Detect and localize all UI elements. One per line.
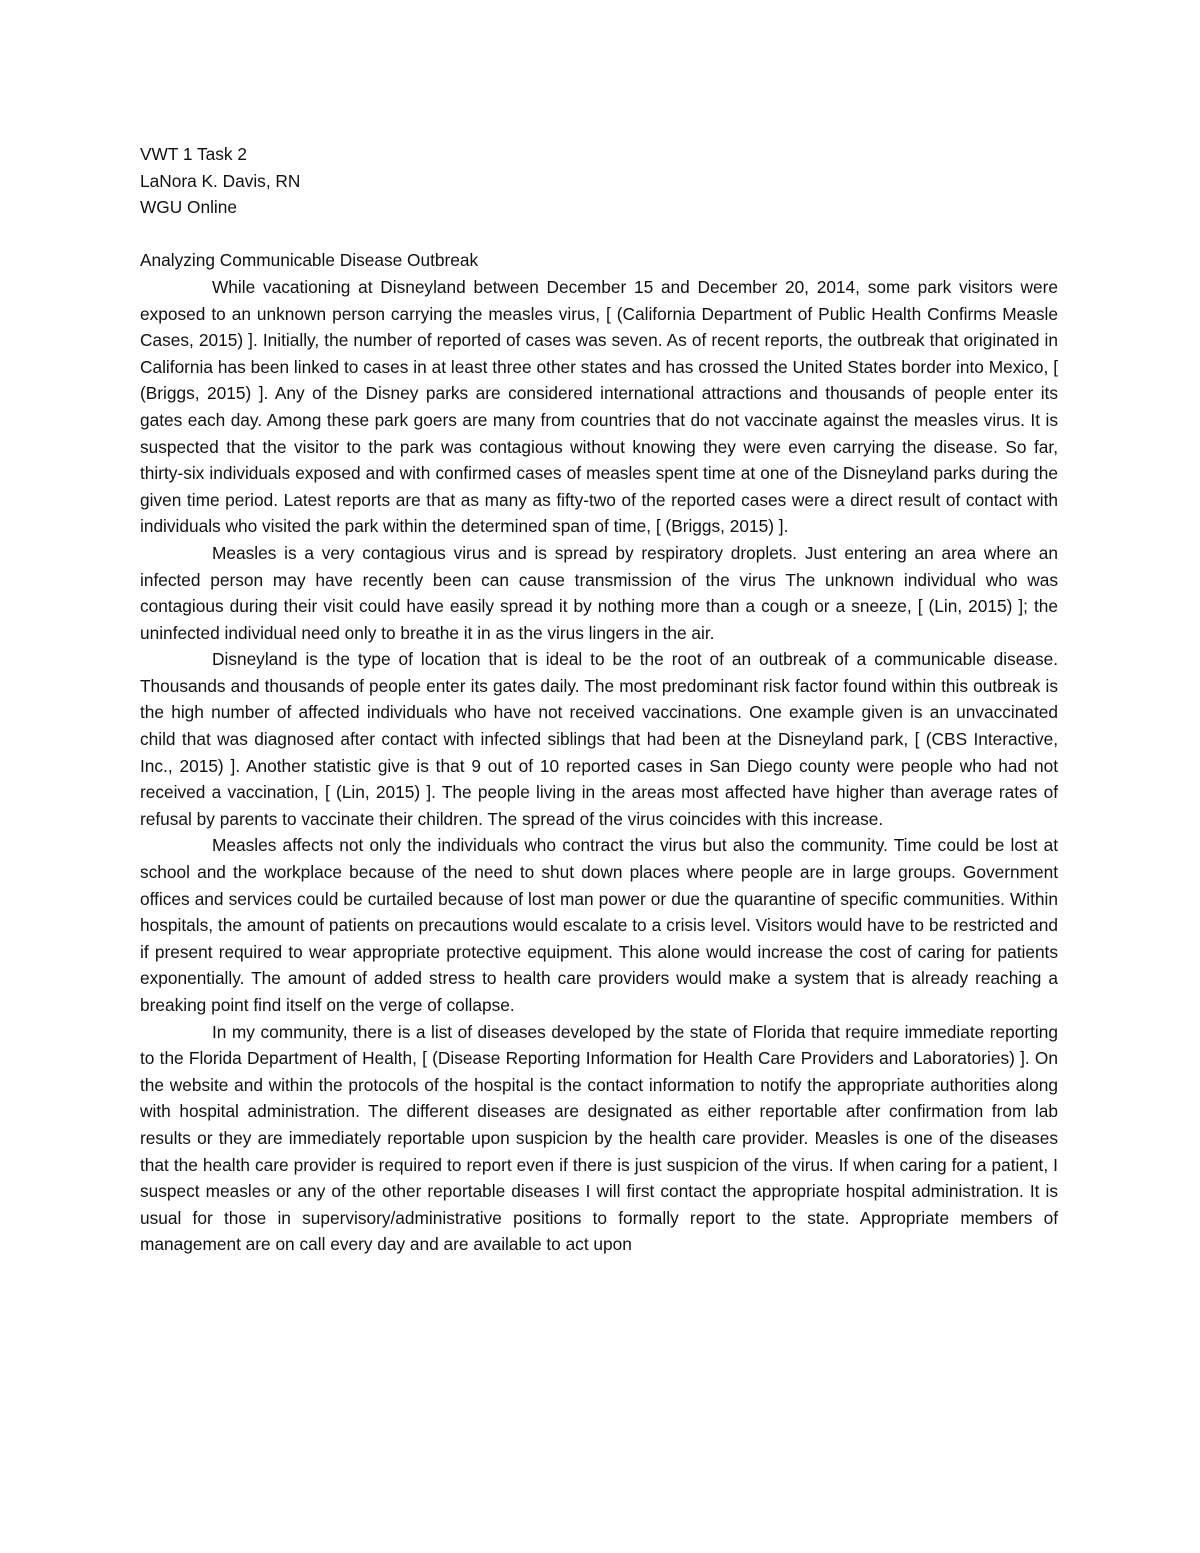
author-line: LaNora K. Davis, RN	[140, 170, 301, 191]
paragraph: In my community, there is a list of diseases developed by the state of Florida that require immediate reporting to the Florida Department of Health, [ (Disease Reporting Information for Health Care Providers and Laboratories) ]. On the website and within the protocols of the hospital is the contact information to notify the appropriate authorities along with hospital administration. The different diseases are designated as either reportable after confirmation from lab results or they are immediately reportable upon suspicion by the health care provider. Measles is one of the diseases that the health care provider is required to report even if there is just suspicion of the virus. If when caring for a patient, I suspect measles or any of the other reportable diseases I will first contact the appropriate hospital administration. It is usual for those in supervisory/administrative positions to formally report to the state. Appropriate members of management are on call every day and are available to act upon	[140, 1021, 1058, 1255]
paragraph: While vacationing at Disneyland between December 15 and December 20, 2014, some park visitors were exposed to an unknown person carrying the measles virus, [ (California Department of Public Health Confirms Measle Cases, 2015) ]. Initially, the number of reported of cases was seven. As of recent reports, the outbreak that originated in California has been linked to cases in at least three other states and has crossed the United States border into Mexico, [ (Briggs, 2015) ]. Any of the Disney parks are considered international attractions and thousands of people enter its gates each day. Among these park goers are many from countries that do not vaccinate against the measles virus. It is suspected that the visitor to the park was contagious without knowing they were even carrying the disease. So far, thirty-six individuals exposed and with confirmed cases of measles spent time at one of the Disneyland parks during the given time period. Latest reports are that as many as fifty-two of the reported cases were a direct result of contact with individuals who visited the park within the determined span of time, [ (Briggs, 2015) ].	[140, 276, 1058, 537]
blank-line	[140, 221, 1058, 248]
document-page	[140, 141, 1058, 1258]
paragraph: Measles affects not only the individuals who contract the virus but also the community. Time could be lost at school and the workplace because of the need to shut down places where people are in large groups. Government offices and services could be curtailed because of lost man power or due the quarantine of specific communities. Within hospitals, the amount of patients on precautions would escalate to a crisis level. Visitors would have to be restricted and if present required to wear appropriate protective equipment. This alone would increase the cost of caring for patients exponentially. The amount of added stress to health care providers would make a system that is already reaching a breaking point find itself on the verge of collapse.	[140, 835, 1058, 1015]
course-line: VWT 1 Task 2	[140, 144, 247, 164]
paragraph: Disneyland is the type of location that is ideal to be the root of an outbreak of a communicable disease. Thousands and thousands of people enter its gates daily. The most predominant risk factor found within this outbreak is the high number of affected individuals who have not received vaccinations. One example given is an unvaccinated child that was diagnosed after contact with infected siblings that had been at the Disneyland park, [ (CBS Interactive, Inc., 2015) ]. Another statistic give is that 9 out of 10 reported cases in San Diego county were people who had not received a vaccination, [ (Lin, 2015) ]. The people living in the areas most affected have higher than average rates of refusal by parents to vaccinate their children. The spread of the virus coincides with this increase.	[140, 649, 1058, 829]
document-title: Analyzing Communicable Disease Outbreak	[140, 250, 479, 271]
school-line: WGU Online	[140, 197, 237, 218]
paragraph: Measles is a very contagious virus and is spread by respiratory droplets. Just entering an area where an infected person may have recently been can cause transmission of the virus The unknown individual who was contagious during their visit could have easily spread it by nothing more than a cough or a sneeze, [ (Lin, 2015) ]; the uninfected individual need only to breathe it in as the virus lingers in the air.	[140, 542, 1058, 643]
